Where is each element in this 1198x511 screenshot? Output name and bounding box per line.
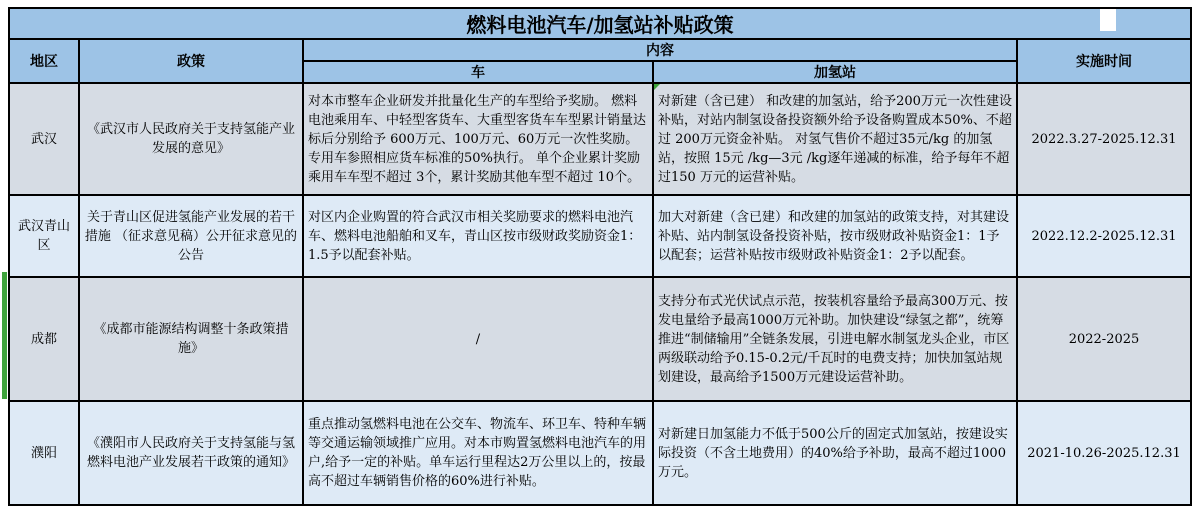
header-station[interactable]: 加氢站 (653, 61, 1017, 83)
period-cell[interactable]: 2022.3.27-2025.12.31 (1017, 83, 1191, 195)
title-row (9, 8, 1191, 39)
header-content[interactable]: 内容 (303, 39, 1017, 61)
region-cell[interactable]: 成都 (9, 277, 79, 401)
header-region[interactable]: 地区 (9, 39, 79, 83)
policy-cell[interactable]: 《成都市能源结构调整十条政策措施》 (79, 277, 303, 401)
table-row-puyang (9, 401, 1191, 505)
vehicle-policy-cell[interactable]: 对本市整车企业研发并批量化生产的车型给予奖励。 燃料电池乘用车、中轻型客货车、大重型客货车车型累计销量达标后分别给予 600万元、100万元、60万元一次性奖励。 专用车参照相应货车标准的50%执行。 单个企业累计奖励乘用车车型不超过 3个，累计奖励其他车型不超过 10个。 (303, 83, 653, 195)
subsidy-policy-table (8, 7, 1192, 506)
row-highlight-green-bar (2, 272, 7, 399)
station-policy-cell[interactable]: 对新建（含已建） 和改建的加氢站，给予200万元一次性建设补贴，对站内制氢设备投资额外给予设备购置成本50%、不超过 200万元资金补贴。 对氢气售价不超过35元/kg 的加氢站，按照 15元 /kg—3元 /kg逐年递减的标准，给予每年不超过150 万元的运营补贴。 (653, 83, 1017, 195)
vehicle-policy-cell[interactable]: 重点推动氢燃料电池在公交车、物流车、环卫车、特种车辆等交通运输领域推广应用。对本市购置氢燃料电池汽车的用户,给予一定的补贴。单车运行里程达2万公里以上的，按最高不超过车辆销售价格的60%进行补贴。 (303, 401, 653, 505)
region-cell[interactable]: 武汉 (9, 83, 79, 195)
policy-cell[interactable]: 《濮阳市人民政府关于支持氢能与氢燃料电池产业发展若干政策的通知》 (79, 401, 303, 505)
station-policy-cell[interactable]: 对新建日加氢能力不低于500公斤的固定式加氢站，按建设实际投资（不含土地费用）的40%给予补助，最高不超过1000万元。 (653, 401, 1017, 505)
table-title[interactable]: 燃料电池汽车/加氢站补贴政策 (9, 8, 1191, 39)
table-row-wuhan (9, 83, 1191, 195)
station-policy-cell[interactable]: 加大对新建（含已建）和改建的加氢站的政策支持，对其建设补贴、站内制氢设备投资补贴，按市级财政补贴资金1：1予以配套；运营补贴按市级财政补贴资金1：2予以配套。 (653, 195, 1017, 277)
subsidy-policy-sheet (8, 7, 1192, 506)
title-bar-gap (1100, 9, 1116, 31)
table-row-chengdu (9, 277, 1191, 401)
header-row-top (9, 39, 1191, 61)
period-cell[interactable]: 2022-2025 (1017, 277, 1191, 401)
header-policy[interactable]: 政策 (79, 39, 303, 83)
vehicle-policy-cell[interactable]: / (303, 277, 653, 401)
table-row-wuhan-qingshan (9, 195, 1191, 277)
policy-cell[interactable]: 关于青山区促进氢能产业发展的若干措施 （征求意见稿）公开征求意见的公告 (79, 195, 303, 277)
policy-cell[interactable]: 《武汉市人民政府关于支持氢能产业发展的意见》 (79, 83, 303, 195)
period-cell[interactable]: 2021-10.26-2025.12.31 (1017, 401, 1191, 505)
station-policy-cell[interactable]: 支持分布式光伏试点示范，按装机容量给予最高300万元、按发电量给予最高1000万元补助。加快建设“绿氢之都”，统筹推进“制储输用”全链条发展，引进电解水制氢龙头企业，市区两级联动给予0.15-0.2元/千瓦时的电费支持；加快加氢站规划建设，最高给予1500万元建设运营补助。 (653, 277, 1017, 401)
header-period[interactable]: 实施时间 (1017, 39, 1191, 83)
header-vehicle[interactable]: 车 (303, 61, 653, 83)
period-cell[interactable]: 2022.12.2-2025.12.31 (1017, 195, 1191, 277)
vehicle-policy-cell[interactable]: 对区内企业购置的符合武汉市相关奖励要求的燃料电池汽车、燃料电池船舶和叉车，青山区按市级财政奖励资金1：1.5予以配套补贴。 (303, 195, 653, 277)
region-cell[interactable]: 武汉青山区 (9, 195, 79, 277)
region-cell[interactable]: 濮阳 (9, 401, 79, 505)
